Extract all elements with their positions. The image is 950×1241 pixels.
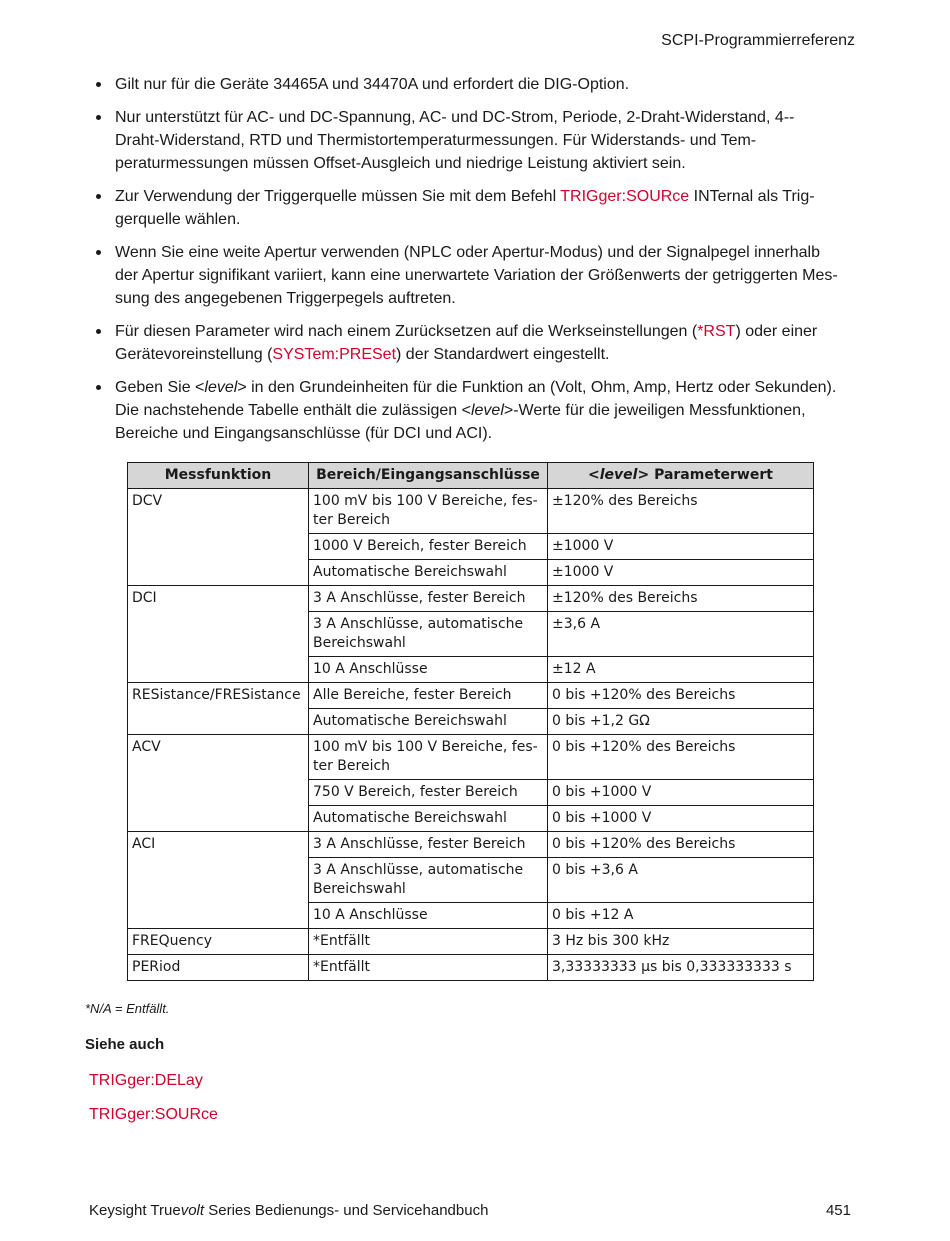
running-header: SCPI-Programmierreferenz	[661, 32, 855, 49]
cell-value: ±120% des Bereichs	[548, 586, 814, 612]
table-row	[128, 858, 814, 903]
cell-value: 0 bis +1000 V	[548, 806, 814, 832]
bullet-item	[96, 185, 866, 231]
cell-value: 0 bis +120% des Bereichs	[548, 683, 814, 709]
cell-range: 1000 V Bereich, fester Bereich	[309, 534, 548, 560]
cell-function	[128, 612, 309, 657]
footer-manual-title: Keysight Truevolt Series Bedienungs- und Servicehandbuch	[89, 1202, 489, 1219]
cell-range: 3 A Anschlüsse, automatische Bereichswahl	[309, 858, 548, 903]
bullet-dot	[96, 250, 101, 255]
cell-function: ACV	[128, 735, 309, 780]
header-bereich: Bereich/Eingangsanschlüsse	[309, 463, 548, 489]
bullet-text: > in den Grundeinheiten für die Funktion an (Volt, Ohm, Amp, Hertz oder Sekunden).	[237, 379, 837, 396]
cell-function	[128, 657, 309, 683]
bullet-text: Zur Verwendung der Triggerquelle müssen Sie mit dem Befehl	[115, 188, 561, 205]
cell-function	[128, 709, 309, 735]
header-messfunktion: Messfunktion	[128, 463, 309, 489]
bullet-item	[96, 241, 866, 310]
cell-range: Alle Bereiche, fester Bereich	[309, 683, 548, 709]
bullet-dot	[96, 194, 101, 199]
cell-value: ±3,6 A	[548, 612, 814, 657]
cell-function	[128, 806, 309, 832]
bullet-text: sung des angegebenen Triggerpegels auftreten.	[115, 290, 456, 307]
bullet-text: >-Werte für die jeweiligen Messfunktionen,	[503, 402, 806, 419]
table-row	[128, 780, 814, 806]
rst-link[interactable]: *RST	[697, 323, 736, 340]
trigger-source-see-also-link[interactable]: TRIGger:SOURce	[89, 1106, 218, 1123]
bullet-text: ) der Standardwert eingestellt.	[396, 346, 610, 363]
table-row	[128, 534, 814, 560]
bullet-list	[96, 73, 866, 455]
cell-function	[128, 780, 309, 806]
cell-range: 10 A Anschlüsse	[309, 903, 548, 929]
table-row	[128, 489, 814, 534]
bullet-dot	[96, 82, 101, 87]
table-footnote: *N/A = Entfällt.	[85, 1001, 170, 1016]
bullet-text: Bereiche und Eingangsanschlüsse (für DCI und ACI).	[115, 425, 493, 442]
cell-range: Automatische Bereichswahl	[309, 560, 548, 586]
bullet-text: Gilt nur für die Geräte 34465A und 34470A und erfordert die DIG-Option.	[115, 76, 630, 93]
bullet-text: ) oder einer	[735, 323, 818, 340]
bullet-text: Geben Sie <	[115, 379, 205, 396]
cell-value: 3 Hz bis 300 kHz	[548, 929, 814, 955]
cell-function: ACI	[128, 832, 309, 858]
bullet-dot	[96, 115, 101, 120]
cell-range: Automatische Bereichswahl	[309, 709, 548, 735]
cell-value: 0 bis +12 A	[548, 903, 814, 929]
cell-function: FREQuency	[128, 929, 309, 955]
system-preset-link[interactable]: SYSTem:PRESet	[272, 346, 397, 363]
bullet-dot	[96, 385, 101, 390]
page-number: 451	[825, 1202, 851, 1219]
cell-function	[128, 858, 309, 903]
cell-function: DCI	[128, 586, 309, 612]
cell-range: 3 A Anschlüsse, fester Bereich	[309, 832, 548, 858]
level-term: level	[204, 379, 238, 396]
bullet-text: peraturmessungen müssen Offset-Ausgleich und niedrige Leistung aktiviert sein.	[115, 155, 686, 172]
cell-value: 0 bis +1000 V	[548, 780, 814, 806]
table-row	[128, 560, 814, 586]
bullet-dot	[96, 329, 101, 334]
cell-function	[128, 560, 309, 586]
cell-value: ±1000 V	[548, 560, 814, 586]
cell-function: DCV	[128, 489, 309, 534]
bullet-text: Nur unterstützt für AC- und DC-Spannung, AC- und DC-Strom, Periode, 2-Draht-Widerstand, 4--	[115, 109, 795, 126]
cell-range: 10 A Anschlüsse	[309, 657, 548, 683]
cell-value: ±120% des Bereichs	[548, 489, 814, 534]
table-row	[128, 903, 814, 929]
cell-value: ±12 A	[548, 657, 814, 683]
table-header-row	[128, 463, 814, 489]
table-row	[128, 929, 814, 955]
bullet-text: Wenn Sie eine weite Apertur verwenden (NPLC oder Apertur-Modus) und der Signalpegel innerhalb	[115, 244, 821, 261]
table-row	[128, 955, 814, 981]
trigger-delay-link[interactable]: TRIGger:DELay	[89, 1072, 203, 1089]
table-row	[128, 735, 814, 780]
cell-value: 0 bis +120% des Bereichs	[548, 832, 814, 858]
bullet-text: Für diesen Parameter wird nach einem Zurücksetzen auf die Werkseinstellungen (	[115, 323, 698, 340]
bullet-text: Gerätevoreinstellung (	[115, 346, 273, 363]
cell-range: 100 mV bis 100 V Bereiche, fes-ter Bereich	[309, 489, 548, 534]
cell-range: *Entfällt	[309, 955, 548, 981]
cell-range: 750 V Bereich, fester Bereich	[309, 780, 548, 806]
cell-range: 100 mV bis 100 V Bereiche, fes-ter Bereich	[309, 735, 548, 780]
table-row	[128, 806, 814, 832]
bullet-text: der Apertur signifikant variiert, kann eine unerwartete Variation der Größenwerts der getriggerten Mes-	[115, 267, 838, 284]
table-row	[128, 586, 814, 612]
bullet-text: Draht-Widerstand, RTD und Thermistortemperaturmessungen. Für Widerstands- und Tem-	[115, 132, 757, 149]
cell-value: 0 bis +3,6 A	[548, 858, 814, 903]
header-parameterwert: <level> Parameterwert	[548, 463, 814, 489]
cell-range: Automatische Bereichswahl	[309, 806, 548, 832]
cell-function: PERiod	[128, 955, 309, 981]
table-row	[128, 709, 814, 735]
cell-function: RESistance/FRESistance	[128, 683, 309, 709]
bullet-text: gerquelle wählen.	[115, 211, 241, 228]
cell-value: 3,33333333 µs bis 0,333333333 s	[548, 955, 814, 981]
bullet-item	[96, 376, 866, 445]
table-row	[128, 832, 814, 858]
see-also-heading: Siehe auch	[85, 1036, 165, 1053]
cell-function	[128, 534, 309, 560]
table-row	[128, 683, 814, 709]
cell-value: ±1000 V	[548, 534, 814, 560]
table-row	[128, 657, 814, 683]
bullet-item	[96, 320, 866, 366]
bullet-text: INTernal als Trig-	[689, 188, 815, 205]
bullet-item	[96, 73, 866, 96]
cell-range: 3 A Anschlüsse, fester Bereich	[309, 586, 548, 612]
cell-range: 3 A Anschlüsse, automatische Bereichswahl	[309, 612, 548, 657]
trigger-source-link[interactable]: TRIGger:SOURce	[560, 188, 690, 205]
cell-value: 0 bis +1,2 GΩ	[548, 709, 814, 735]
cell-function	[128, 903, 309, 929]
level-parameter-table	[127, 462, 814, 981]
bullet-text: Die nachstehende Tabelle enthält die zulässigen <	[115, 402, 471, 419]
level-term: level	[470, 402, 504, 419]
table-row	[128, 612, 814, 657]
cell-range: *Entfällt	[309, 929, 548, 955]
bullet-item	[96, 106, 866, 175]
cell-value: 0 bis +120% des Bereichs	[548, 735, 814, 780]
